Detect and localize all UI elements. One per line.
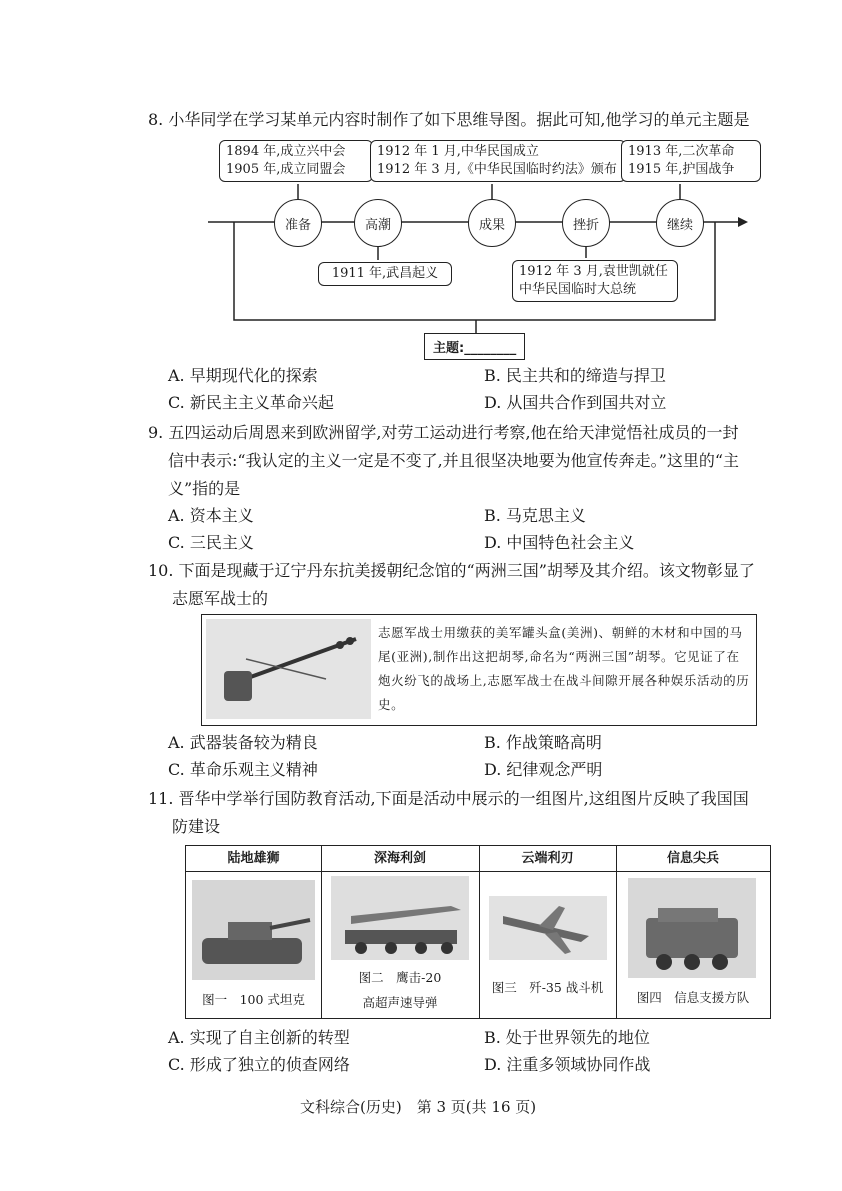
tank-photo	[192, 880, 315, 980]
artifact-description: 志愿军战士用缴获的美军罐头盒(美洲)、朝鲜的木材和中国的马尾(亚洲),制作出这把胡琴,命名为“两洲三国”胡琴。它见证了在炮火纷飞的战场上,志愿军战士在战斗间隙开展各种娱乐活动的历史。	[378, 625, 750, 712]
caption-missile-2: 高超声速导弹	[362, 995, 438, 1010]
page-footer: 文科综合(历史) 第 3 页(共 16 页)	[300, 1098, 537, 1116]
box-line: 1912 年 1 月,中华民国成立	[377, 144, 539, 159]
q11-option-a[interactable]: A. 实现了自主创新的转型	[168, 1028, 350, 1047]
q10-stem-line-2: 志愿军战士的	[172, 589, 269, 608]
node-climax: 高潮	[354, 199, 402, 247]
q11-option-c[interactable]: C. 形成了独立的侦查网络	[168, 1055, 350, 1074]
node-setback: 挫折	[562, 199, 610, 247]
q11-option-d[interactable]: D. 注重多领域协同作战	[484, 1055, 651, 1074]
caption-missile-1: 图二 鹰击-20	[358, 970, 442, 985]
box-climax: 1911 年,武昌起义	[318, 262, 452, 286]
caption-fighter: 图三 歼-35 战斗机	[491, 980, 604, 995]
caption-info-support: 图四 信息支援方队	[636, 990, 750, 1005]
q10-option-d[interactable]: D. 纪律观念严明	[484, 760, 603, 779]
info-support-photo	[628, 878, 756, 978]
q9-option-b[interactable]: B. 马克思主义	[484, 506, 586, 525]
box-line: 1905 年,成立同盟会	[226, 162, 346, 177]
q10-stem-line-1: 10. 下面是现藏于辽宁丹东抗美援朝纪念馆的“两洲三国”胡琴及其介绍。该文物彰显了	[148, 561, 755, 580]
tank-icon	[192, 880, 315, 980]
q10-option-a[interactable]: A. 武器装备较为精良	[168, 733, 318, 752]
box-continue	[621, 140, 761, 182]
column-info-support	[616, 846, 770, 1018]
q11-stem-line-1: 11. 晋华中学举行国防教育活动,下面是活动中展示的一组图片,这组图片反映了我国国	[148, 789, 749, 808]
q11-stem-line-2: 防建设	[172, 817, 221, 836]
q10-option-b[interactable]: B. 作战策略高明	[484, 733, 602, 752]
box-line: 1915 年,护国战争	[628, 162, 735, 177]
huqin-icon	[206, 619, 371, 719]
armored-vehicle-icon	[628, 878, 756, 978]
box-preparation	[219, 140, 373, 182]
missile-photo	[331, 876, 469, 960]
header-cloud-blade: 云端利刃	[479, 846, 616, 872]
fighter-photo	[489, 896, 607, 960]
node-continue: 继续	[656, 199, 704, 247]
timeline-arrowhead	[738, 217, 748, 227]
q9-stem-line-1: 9. 五四运动后周恩来到欧洲留学,对劳工运动进行考察,他在给天津觉悟社成员的一封	[148, 423, 739, 442]
q10-option-c[interactable]: C. 革命乐观主义精神	[168, 760, 318, 779]
missile-icon	[331, 876, 469, 960]
box-line: 1912 年 3 月,袁世凯就任	[519, 264, 668, 279]
caption-tank: 图一 100 式坦克	[202, 992, 305, 1007]
fighter-jet-icon	[489, 896, 607, 960]
node-result: 成果	[468, 199, 516, 247]
column-tank	[186, 846, 322, 1018]
header-deep-sea-sword: 深海利剑	[321, 846, 479, 872]
q9-option-c[interactable]: C. 三民主义	[168, 533, 254, 552]
huqin-photo	[206, 619, 371, 719]
q8-option-c[interactable]: C. 新民主主义革命兴起	[168, 393, 334, 412]
q11-option-b[interactable]: B. 处于世界领先的地位	[484, 1028, 650, 1047]
box-line: 1912 年 3 月,《中华民国临时约法》颁布	[377, 162, 617, 177]
q8-stem: 8. 小华同学在学习某单元内容时制作了如下思维导图。据此可知,他学习的单元主题是	[148, 110, 750, 129]
header-info-vanguard: 信息尖兵	[616, 846, 770, 872]
box-line: 中华民国临时大总统	[519, 282, 637, 297]
topic-box: 主题:________	[424, 333, 525, 360]
mindmap-lines	[0, 0, 842, 380]
box-line: 1913 年,二次革命	[628, 144, 735, 159]
q9-stem-line-3: 义”指的是	[168, 479, 241, 498]
box-line: 1894 年,成立兴中会	[226, 144, 346, 159]
defense-image-table	[185, 845, 771, 1019]
q9-stem-line-2: 信中表示:“我认定的主义一定是不变了,并且很坚决地要为他宣传奔走。”这里的“主	[168, 451, 740, 470]
column-missile	[321, 846, 480, 1018]
node-preparation: 准备	[274, 199, 322, 247]
q8-option-d[interactable]: D. 从国共合作到国共对立	[484, 393, 667, 412]
header-land-lion: 陆地雄狮	[186, 846, 321, 872]
q9-option-a[interactable]: A. 资本主义	[168, 506, 254, 525]
q8-option-b[interactable]: B. 民主共和的缔造与捍卫	[484, 366, 666, 385]
box-setback	[512, 260, 678, 302]
q9-option-d[interactable]: D. 中国特色社会主义	[484, 533, 635, 552]
artifact-box	[201, 614, 757, 726]
box-result	[370, 140, 626, 182]
column-fighter	[479, 846, 617, 1018]
q8-option-a[interactable]: A. 早期现代化的探索	[168, 366, 318, 385]
